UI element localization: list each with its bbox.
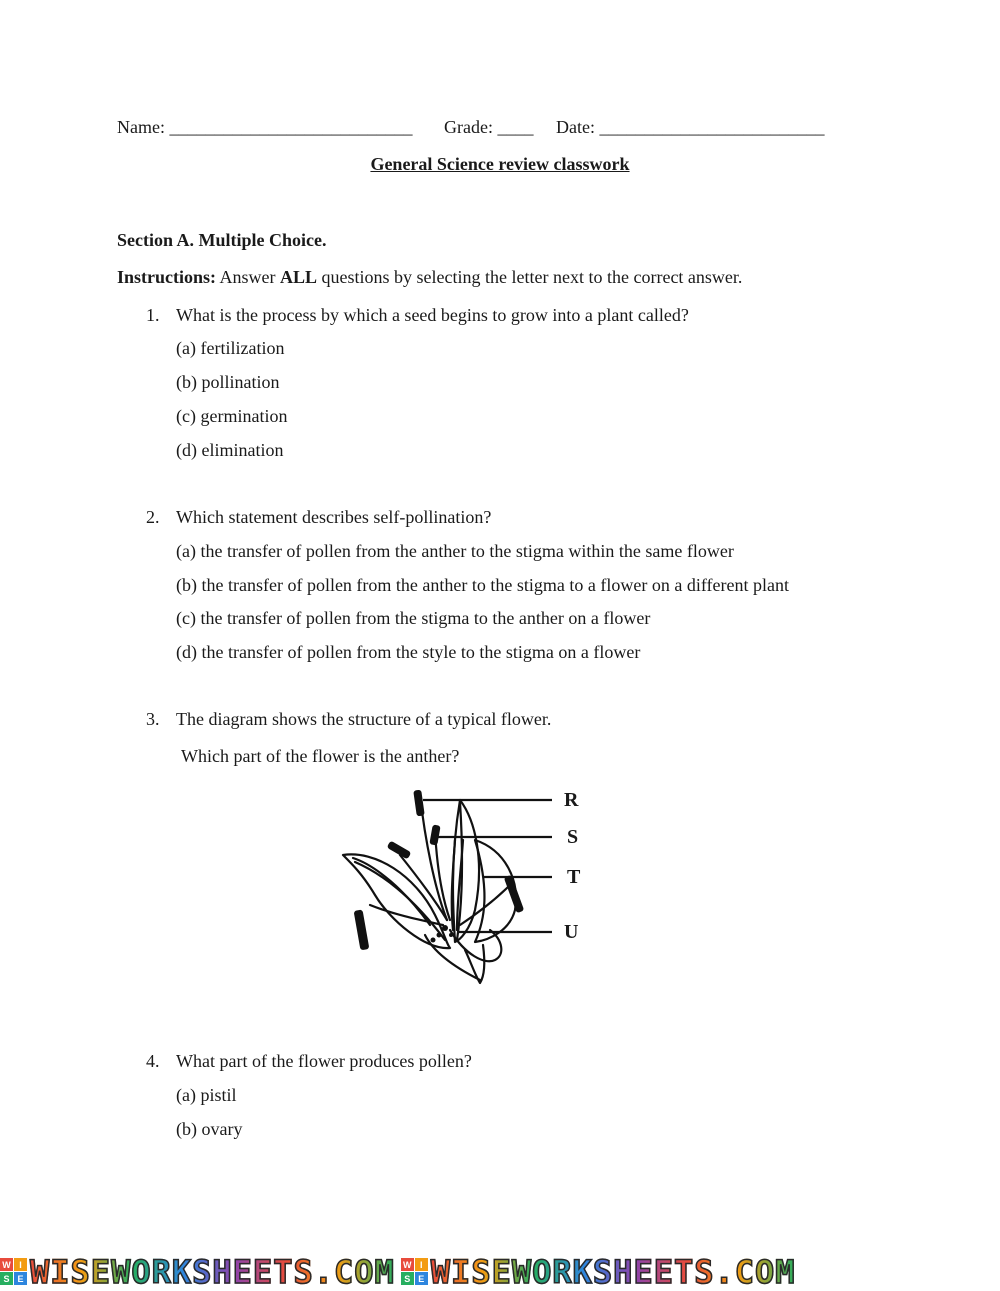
logo-square: I bbox=[415, 1258, 428, 1271]
instructions-post: questions by selecting the letter next to the correct answer. bbox=[321, 267, 743, 287]
option-c[interactable]: (c) the transfer of pollen from the stigma to the anther on a flower bbox=[176, 608, 651, 628]
option-d[interactable]: (d) elimination bbox=[176, 440, 284, 460]
logo-square: E bbox=[14, 1272, 27, 1285]
option-b[interactable]: (b) the transfer of pollen from the anther to the stigma to a flower on a different plant bbox=[176, 575, 789, 595]
logo-square: W bbox=[401, 1258, 414, 1271]
section-title: Section A. Multiple Choice. bbox=[117, 230, 327, 250]
logo-square: E bbox=[415, 1272, 428, 1285]
footer-watermark bbox=[0, 1252, 1000, 1291]
logo-squares-icon bbox=[0, 1258, 27, 1285]
question-number: 4. bbox=[146, 1051, 160, 1071]
footer-logo bbox=[0, 1252, 395, 1291]
question-text: The diagram shows the structure of a typical flower. bbox=[176, 709, 552, 729]
logo-square: I bbox=[14, 1258, 27, 1271]
logo-square: S bbox=[0, 1272, 13, 1285]
question-subtext: Which part of the flower is the anther? bbox=[181, 746, 460, 766]
diagram-label-t[interactable]: T bbox=[567, 866, 581, 888]
instructions-label: Instructions: bbox=[117, 267, 217, 287]
instructions-emphasis: ALL bbox=[280, 267, 318, 287]
student-info-line bbox=[117, 117, 877, 138]
footer-logo bbox=[401, 1252, 796, 1291]
date-blank: _________________________ bbox=[599, 117, 825, 137]
worksheet-title: General Science review classwork bbox=[370, 154, 630, 174]
name-blank: ___________________________ bbox=[169, 117, 413, 137]
option-a[interactable]: (a) the transfer of pollen from the anther to the stigma within the same flower bbox=[176, 541, 734, 561]
option-a[interactable]: (a) pistil bbox=[176, 1085, 237, 1105]
instructions-pre: Answer bbox=[219, 267, 276, 287]
question-number: 1. bbox=[146, 305, 160, 325]
question-text: What is the process by which a seed begins to grow into a plant called? bbox=[176, 305, 689, 325]
logo-squares-icon bbox=[401, 1258, 428, 1285]
diagram-label-s[interactable]: S bbox=[567, 826, 579, 848]
question-text: Which statement describes self-pollination? bbox=[176, 507, 492, 527]
grade-blank: ____ bbox=[497, 117, 534, 137]
grade-label: Grade: bbox=[443, 117, 493, 137]
option-d[interactable]: (d) the transfer of pollen from the style to the stigma on a flower bbox=[176, 642, 641, 662]
name-label: Name: bbox=[117, 117, 165, 137]
logo-square: W bbox=[0, 1258, 13, 1271]
question-number: 3. bbox=[146, 709, 160, 729]
flower-drawing bbox=[335, 780, 600, 990]
footer-site-text: WISEWORKSHEETS.COM bbox=[30, 1252, 395, 1291]
option-a[interactable]: (a) fertilization bbox=[176, 338, 285, 358]
logo-square: S bbox=[401, 1272, 414, 1285]
option-c[interactable]: (c) germination bbox=[176, 406, 288, 426]
question-text: What part of the flower produces pollen? bbox=[176, 1051, 472, 1071]
question-number: 2. bbox=[146, 507, 160, 527]
flower-diagram bbox=[335, 780, 600, 990]
option-b[interactable]: (b) pollination bbox=[176, 372, 280, 392]
date-label: Date: bbox=[555, 117, 595, 137]
diagram-label-u[interactable]: U bbox=[564, 921, 579, 943]
diagram-label-r[interactable]: R bbox=[564, 789, 579, 811]
option-b[interactable]: (b) ovary bbox=[176, 1119, 243, 1139]
instructions bbox=[117, 267, 742, 288]
footer-site-text: WISEWORKSHEETS.COM bbox=[430, 1252, 796, 1291]
